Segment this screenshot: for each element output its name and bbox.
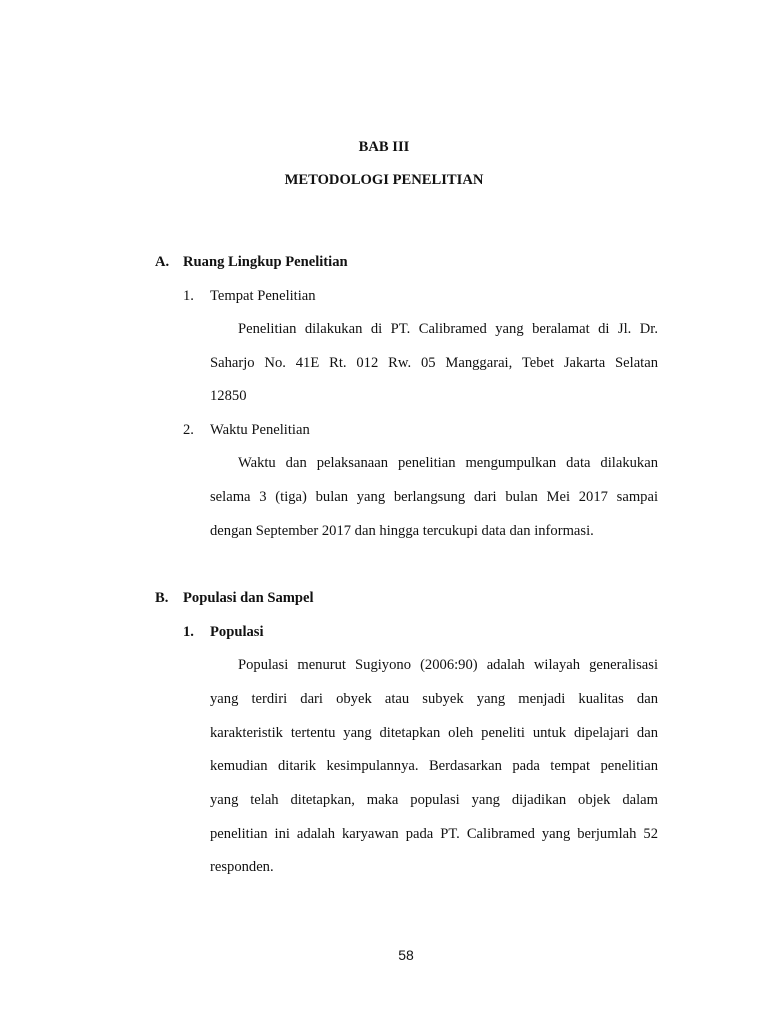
section-b-letter: B. <box>155 590 169 606</box>
page-number: 58 <box>398 947 414 963</box>
item-a1-heading: Tempat Penelitian <box>210 288 316 304</box>
item-a1-number: 1. <box>183 288 194 304</box>
paragraph-line: yang terdiri dari obyek atau subyek yang menjadi kualitas dan <box>210 691 658 707</box>
item-a2-number: 2. <box>183 422 194 438</box>
section-a-heading: Ruang Lingkup Penelitian <box>183 254 348 270</box>
paragraph-line: Saharjo No. 41E Rt. 012 Rw. 05 Manggarai, Tebet Jakarta Selatan <box>210 355 658 371</box>
paragraph-line: penelitian ini adalah karyawan pada PT. Calibramed yang berjumlah 52 <box>210 826 658 842</box>
paragraph-line: dengan September 2017 dan hingga tercukupi data dan informasi. <box>210 523 594 539</box>
item-b1-heading: Populasi <box>210 624 264 640</box>
item-b1-number: 1. <box>183 624 194 640</box>
item-a2-heading: Waktu Penelitian <box>210 422 310 438</box>
chapter-number: BAB III <box>358 139 410 155</box>
paragraph-line: yang telah ditetapkan, maka populasi yang dijadikan objek dalam <box>210 792 658 808</box>
section-b-heading: Populasi dan Sampel <box>183 590 314 606</box>
section-a-letter: A. <box>155 254 170 270</box>
chapter-title: METODOLOGI PENELITIAN <box>284 172 484 188</box>
paragraph-line: Populasi menurut Sugiyono (2006:90) adalah wilayah generalisasi <box>238 657 658 673</box>
paragraph-line: Penelitian dilakukan di PT. Calibramed yang beralamat di Jl. Dr. <box>238 321 658 337</box>
paragraph-line: Waktu dan pelaksanaan penelitian mengumpulkan data dilakukan <box>238 455 658 471</box>
paragraph-line: kemudian ditarik kesimpulannya. Berdasarkan pada tempat penelitian <box>210 758 658 774</box>
paragraph-line: selama 3 (tiga) bulan yang berlangsung dari bulan Mei 2017 sampai <box>210 489 658 505</box>
paragraph-line: 12850 <box>210 388 247 404</box>
paragraph-line: karakteristik tertentu yang ditetapkan oleh peneliti untuk dipelajari dan <box>210 725 658 741</box>
paragraph-line: responden. <box>210 859 274 875</box>
